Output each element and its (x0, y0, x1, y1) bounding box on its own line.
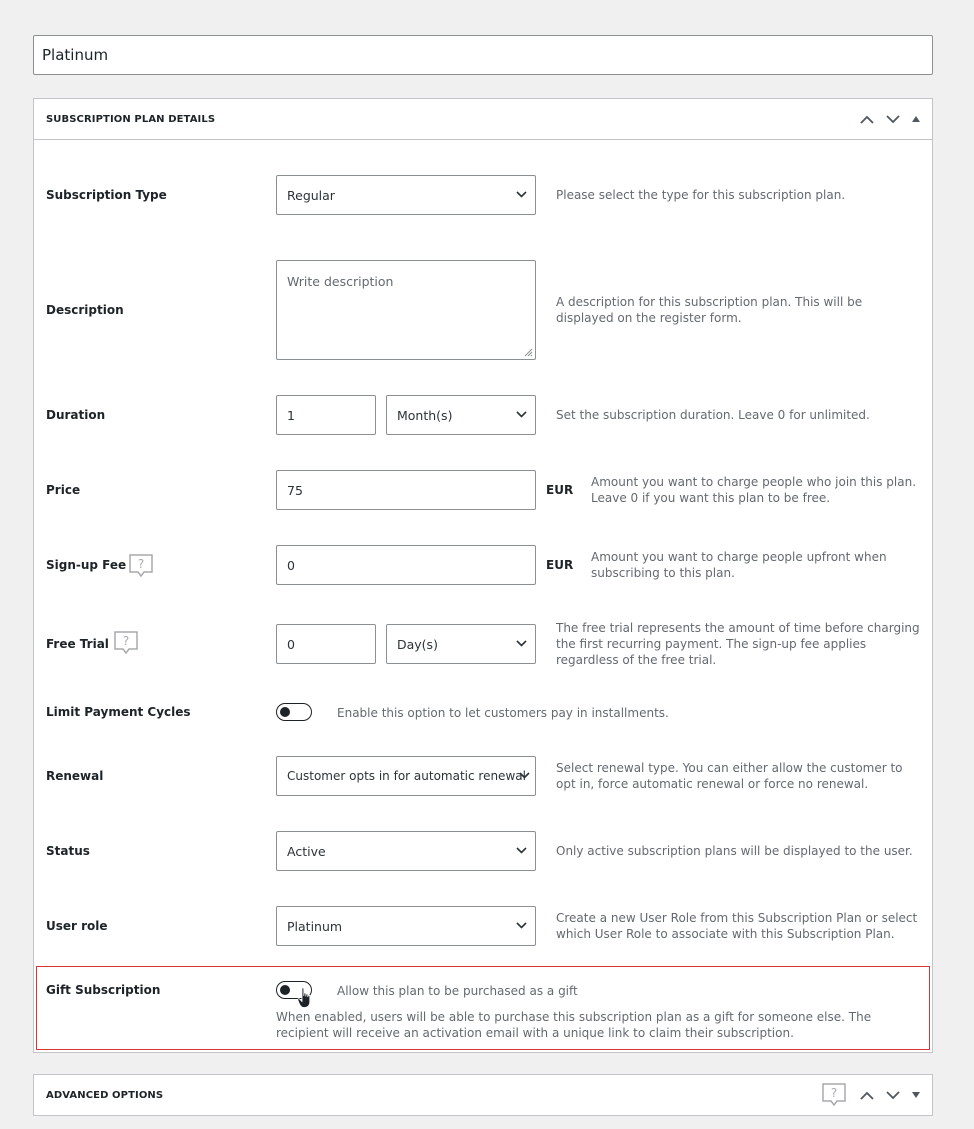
status-select[interactable] (276, 831, 536, 871)
description-placeholder: Write description (287, 274, 394, 289)
renewal-value: Customer opts in for automatic renewal (287, 769, 526, 783)
details-box-title: SUBSCRIPTION PLAN DETAILS (46, 113, 216, 125)
price-value: 75 (287, 482, 303, 498)
limit-cycles-label: Limit Payment Cycles (46, 705, 191, 719)
chevron-down-icon[interactable] (880, 105, 906, 133)
subscription-plan-details-box (33, 98, 933, 1053)
row-free-trial (46, 621, 922, 667)
advanced-options-box (33, 1074, 933, 1116)
triangle-up-icon[interactable] (906, 105, 926, 133)
renewal-desc: Select renewal type. You can either allow the customer to opt in, force automatic renewal or force no renewal. (556, 761, 903, 791)
advanced-box-title: ADVANCED OPTIONS (46, 1089, 164, 1101)
description-label: Description (46, 303, 124, 317)
gift-subscription-desc: When enabled, users will be able to purchase this subscription plan as a gift for someone else. The recipient will receive an activation email with a unique link to claim their subscription. (276, 1010, 872, 1040)
signup-fee-value: 0 (287, 557, 295, 573)
status-label: Status (46, 844, 90, 858)
renewal-select[interactable] (276, 756, 536, 796)
price-desc: Amount you want to charge people who join this plan. Leave 0 if you want this plan to be free. (591, 475, 917, 505)
svg-text:?: ? (137, 557, 145, 571)
status-value: Active (287, 843, 326, 859)
chevron-up-icon[interactable] (854, 105, 880, 133)
plan-name-input[interactable]: Platinum (33, 35, 933, 75)
subscription-type-value: Regular (287, 187, 335, 203)
toggle-knob (280, 985, 290, 995)
free-trial-unit-select[interactable] (386, 624, 536, 664)
status-desc: Only active subscription plans will be displayed to the user. (556, 844, 913, 858)
limit-cycles-toggle[interactable] (276, 703, 312, 721)
chevron-down-icon (519, 772, 530, 779)
row-renewal (46, 756, 922, 796)
toggle-knob (280, 707, 290, 717)
chevron-down-icon (516, 640, 527, 647)
free-trial-value: 0 (287, 636, 295, 652)
price-label: Price (46, 483, 81, 497)
signup-fee-desc: Amount you want to charge people upfront when subscribing to this plan. (591, 550, 887, 580)
user-role-label: User role (46, 919, 108, 933)
row-status (46, 831, 922, 871)
limit-cycles-desc: Enable this option to let customers pay in installments. (337, 706, 669, 720)
advanced-box-header[interactable] (34, 1075, 932, 1115)
row-duration (46, 395, 922, 435)
price-currency: EUR (546, 483, 574, 497)
user-role-value: Platinum (287, 918, 343, 934)
svg-text:?: ? (122, 634, 130, 648)
help-bubble-icon[interactable] (814, 1081, 854, 1109)
renewal-label: Renewal (46, 769, 104, 783)
help-bubble-icon[interactable] (128, 553, 154, 579)
gift-toggle-text: Allow this plan to be purchased as a gift (337, 984, 578, 998)
row-description (46, 260, 922, 360)
duration-label: Duration (46, 408, 106, 422)
duration-value: 1 (287, 407, 295, 423)
chevron-down-icon (516, 847, 527, 854)
duration-unit-select[interactable] (386, 395, 536, 435)
chevron-down-icon (516, 411, 527, 418)
free-trial-desc: The free trial represents the amount of time before charging the first recurring payment. The sign-up fee applies regardless of the free trial. (556, 621, 920, 667)
user-role-desc: Create a new User Role from this Subscription Plan or select which User Role to associate with this Subscription Plan. (556, 911, 918, 941)
details-box-controls (854, 99, 926, 139)
resize-handle-icon[interactable] (524, 348, 533, 357)
row-price (46, 470, 922, 510)
chevron-up-icon[interactable] (854, 1081, 880, 1109)
free-trial-unit-value: Day(s) (397, 636, 438, 652)
signup-fee-label: Sign-up Fee (46, 558, 127, 572)
chevron-down-icon (516, 191, 527, 198)
signup-fee-currency: EUR (546, 558, 574, 572)
hand-cursor-icon (297, 987, 313, 1009)
free-trial-label: Free Trial (46, 637, 109, 651)
duration-desc: Set the subscription duration. Leave 0 for unlimited. (556, 408, 870, 422)
row-user-role (46, 906, 922, 946)
duration-unit-value: Month(s) (397, 407, 453, 423)
row-subscription-type (46, 175, 922, 215)
description-textarea[interactable] (276, 260, 536, 360)
subscription-type-label: Subscription Type (46, 188, 167, 202)
gift-subscription-label: Gift Subscription (46, 983, 161, 997)
triangle-down-icon[interactable] (906, 1081, 926, 1109)
advanced-box-controls (814, 1075, 926, 1115)
chevron-down-icon[interactable] (880, 1081, 906, 1109)
duration-input[interactable] (276, 395, 376, 435)
free-trial-input[interactable] (276, 624, 376, 664)
chevron-down-icon (516, 922, 527, 929)
price-input[interactable] (276, 470, 536, 510)
user-role-select[interactable] (276, 906, 536, 946)
subscription-type-desc: Please select the type for this subscription plan. (556, 188, 846, 202)
description-desc: A description for this subscription plan. This will be displayed on the register form. (556, 295, 863, 325)
subscription-type-select[interactable] (276, 175, 536, 215)
row-signup-fee (46, 545, 922, 585)
svg-text:?: ? (830, 1086, 838, 1100)
help-bubble-icon[interactable] (113, 630, 139, 656)
row-limit-payment-cycles (46, 702, 922, 724)
details-box-header[interactable] (34, 99, 932, 140)
gift-subscription-highlight (36, 966, 930, 1050)
signup-fee-input[interactable] (276, 545, 536, 585)
